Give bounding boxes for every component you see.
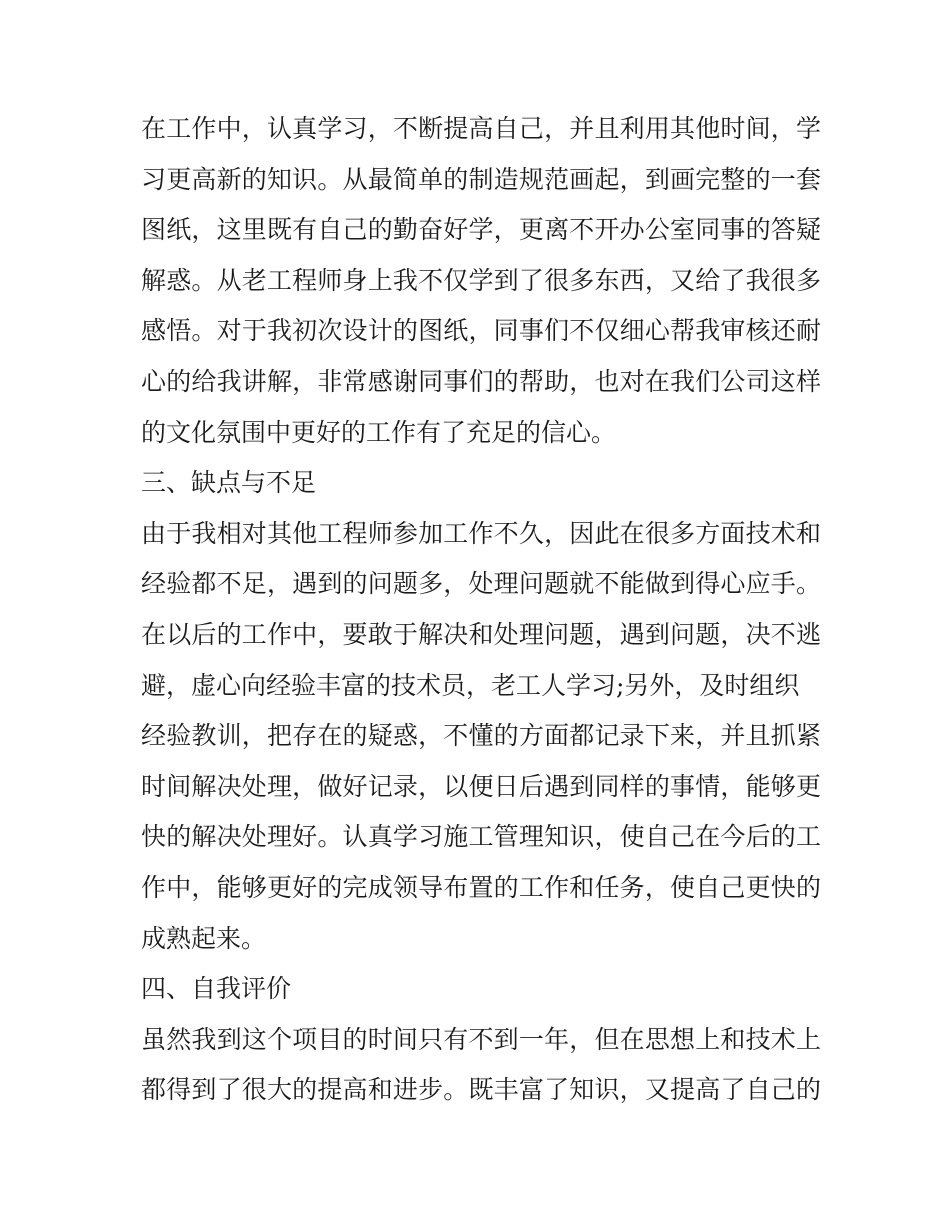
- text-line: 图纸，这里既有自己的勤奋好学，更离不开办公室同事的答疑: [141, 215, 821, 245]
- text-line: 感悟。对于我初次设计的图纸，同事们不仅细心帮我审核还耐: [141, 316, 821, 346]
- text-line: 的文化氛围中更好的工作有了充足的信心。: [141, 417, 617, 447]
- text-line: 在以后的工作中，要敢于解决和处理问题，遇到问题，决不逃: [141, 619, 821, 649]
- text-line: 习更高新的知识。从最简单的制造规范画起，到画完整的一套: [141, 164, 821, 194]
- text-line: 经验都不足，遇到的问题多，处理问题就不能做到得心应手。: [141, 569, 821, 599]
- text-line: 作中，能够更好的完成领导布置的工作和任务，使自己更快的: [141, 872, 821, 902]
- text-line: 成熟起来。: [141, 923, 267, 953]
- body-text: [141, 104, 821, 1116]
- text-line: 时间解决处理，做好记录，以便日后遇到同样的事情，能够更: [141, 771, 821, 801]
- text-line: 避，虚心向经验丰富的技术员，老工人学习;另外，及时组织: [141, 670, 800, 700]
- text-line: 在工作中，认真学习，不断提高自己，并且利用其他时间，学: [141, 114, 821, 143]
- text-line: 快的解决处理好。认真学习施工管理知识，使自己在今后的工: [141, 822, 821, 852]
- text-line: 经验教训，把存在的疑惑，不懂的方面都记录下来，并且抓紧: [141, 721, 821, 751]
- text-line: 由于我相对其他工程师参加工作不久，因此在很多方面技术和: [141, 518, 821, 548]
- text-line: 解惑。从老工程师身上我不仅学到了很多东西，又给了我很多: [141, 265, 821, 295]
- text-line: 心的给我讲解，非常感谢同事们的帮助，也对在我们公司这样: [141, 366, 821, 396]
- section-heading: 四、自我评价: [141, 974, 292, 1004]
- text-line: 虽然我到这个项目的时间只有不到一年，但在思想上和技术上: [141, 1024, 821, 1054]
- section-heading: 三、缺点与不足: [141, 468, 317, 498]
- text-line: 都得到了很大的提高和进步。既丰富了知识，又提高了自己的: [141, 1075, 821, 1105]
